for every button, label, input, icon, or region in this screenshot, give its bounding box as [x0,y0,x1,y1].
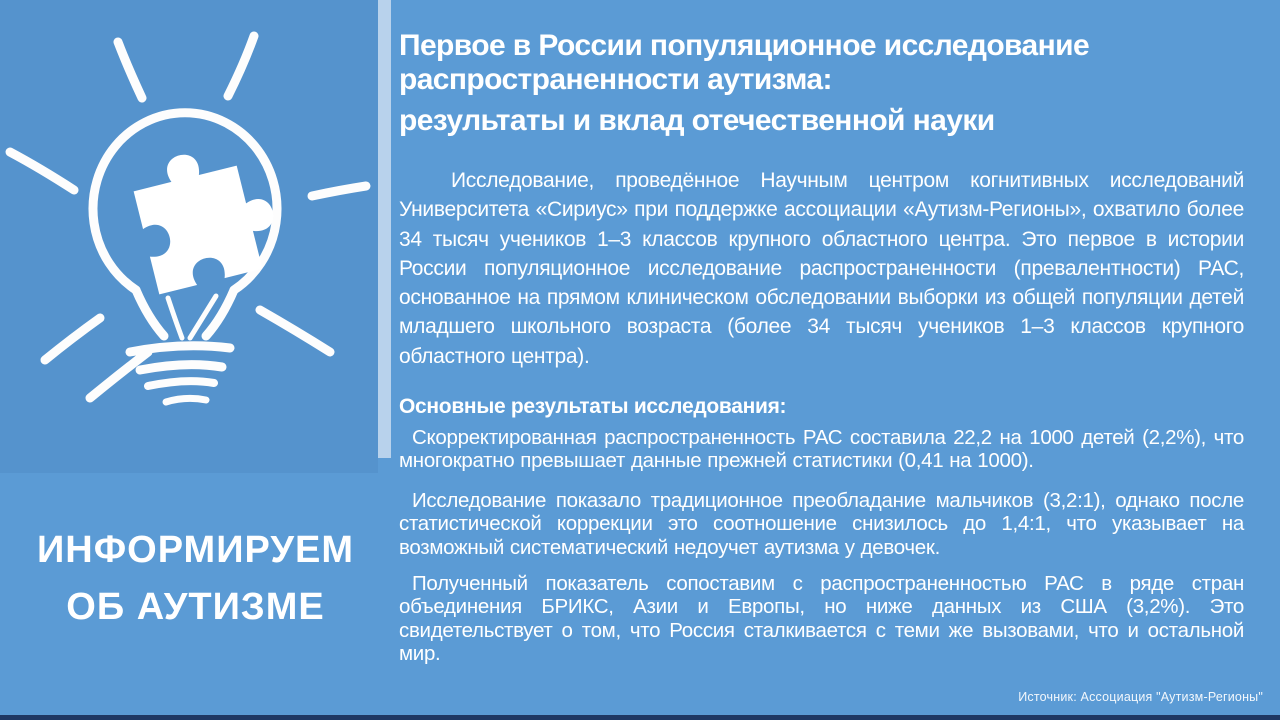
result-item: Исследование показало традиционное преобладание мальчиков (3,2:1), однако после статистической коррекции это соотношение снизилось до 1,4:1, что указывает на возможный систематический недоучет аутизма у девочек. [399,489,1244,559]
slide-title [399,29,1177,138]
footer-bar [0,715,1280,720]
results-heading: Основные результаты исследования: [399,395,787,418]
slide-title-main: Первое в России популяционное исследование распространенности аутизма: [399,29,1090,96]
brand-text [0,522,391,636]
brand-line-1: ИНФОРМИРУЕМ [36,529,355,571]
brand-line-2: ОБ АУТИЗМЕ [66,586,325,628]
slide-title-sub: результаты и вклад отечественной науки [399,104,995,137]
panel-divider [378,0,391,458]
result-item: Скорректированная распространенность РАС составила 22,2 на 1000 детей (2,2%), что многократно превышает данные прежней статистики (0,41 на 1000). [399,426,1244,473]
result-item: Полученный показатель сопоставим с распространенностью РАС в ряде стран объединения БРИКС, Азии и Европы, но ниже данных из США (3,2%). Это свидетельствует о том, что Россия сталкивается с теми же вызовами, что и остальной мир. [399,572,1244,666]
intro-paragraph: Исследование, проведённое Научным центром когнитивных исследований Университета «Сириус» при поддержке ассоциации «Аутизм-Регионы», охватило более 34 тысяч учеников 1–3 классов крупного областного центра. Это первое в истории России популяционное исследование распространенности (превалентности) РАС, основанное на прямом клиническом обследовании выборки из общей популяции детей младшего школьного возраста (более 34 тысяч учеников 1–3 классов крупного областного центра). [399,169,1244,368]
source-note: Источник: Ассоциация "Аутизм-Регионы" [1018,690,1263,704]
illustration-background [0,0,378,473]
lightbulb-puzzle-icon [0,0,378,473]
lightbulb-illustration [0,0,391,473]
